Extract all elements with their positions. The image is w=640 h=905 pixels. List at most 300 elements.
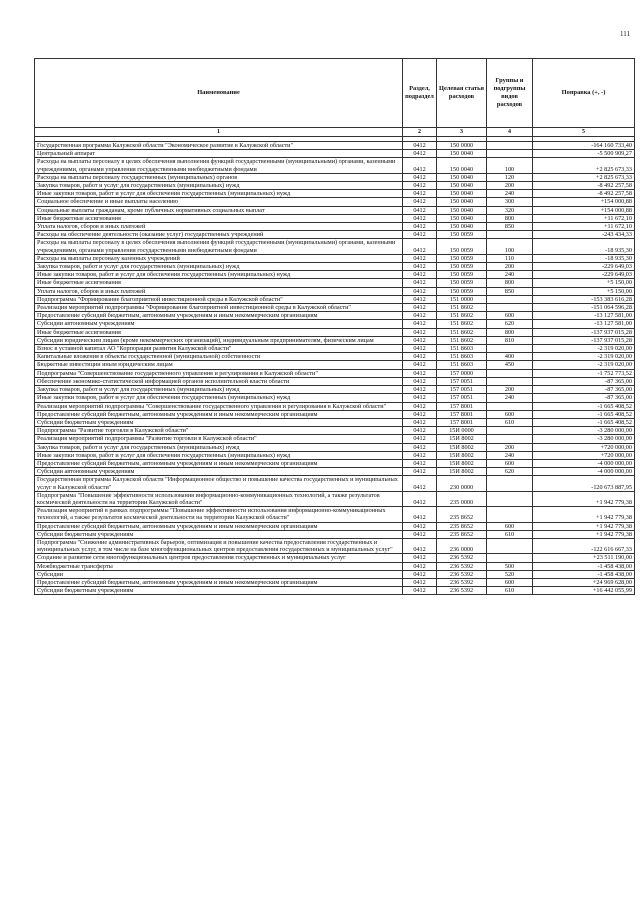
row-amount-cell: +1 942 779,38: [533, 491, 635, 506]
table-row: [35, 320, 635, 328]
row-target-article-cell: 151 8602: [437, 320, 487, 328]
row-name-cell: Социальные выплаты гражданам, кроме публичных нормативных социальных выплат: [35, 206, 403, 214]
row-section-cell: 0412: [403, 345, 437, 353]
table-row: [35, 468, 635, 476]
row-name-cell: Государственная программа Калужской области "Информационное общество и повышение качества государственных и муниципальных услуг в Калужской области": [35, 476, 403, 491]
table-row: [35, 271, 635, 279]
row-amount-cell: -13 127 581,00: [533, 312, 635, 320]
row-name-cell: Подпрограмма "Совершенствование государственного управления и регулирования в Калужской области": [35, 369, 403, 377]
row-expense-group-cell: [487, 304, 533, 312]
row-name-cell: Социальное обеспечение и иные выплаты населению: [35, 198, 403, 206]
row-name-cell: Иные закупки товаров, работ и услуг для обеспечения государственных (муниципальных) нужд: [35, 394, 403, 402]
row-section-cell: 0412: [403, 198, 437, 206]
row-expense-group-cell: [487, 150, 533, 158]
row-target-article-cell: 230 0000: [437, 476, 487, 491]
row-target-article-cell: 150 0040: [437, 206, 487, 214]
row-section-cell: 0412: [403, 394, 437, 402]
row-expense-group-cell: [487, 231, 533, 239]
row-amount-cell: -1 665 408,52: [533, 410, 635, 418]
row-amount-cell: +720 000,00: [533, 443, 635, 451]
row-expense-group-cell: [487, 538, 533, 553]
row-amount-cell: -120 673 887,95: [533, 476, 635, 491]
row-name-cell: Уплата налогов, сборов и иных платежей: [35, 223, 403, 231]
row-expense-group-cell: [487, 435, 533, 443]
row-name-cell: Подпрограмма "Формирование благоприятной инвестиционной среды в Калужской области": [35, 295, 403, 303]
row-expense-group-cell: 610: [487, 587, 533, 595]
row-target-article-cell: 157 0051: [437, 386, 487, 394]
row-amount-cell: +1 942 779,38: [533, 530, 635, 538]
row-target-article-cell: 150 0040: [437, 173, 487, 181]
row-name-cell: Обеспечение экономико-статистической информацией органов исполнительной власти области: [35, 377, 403, 385]
row-name-cell: Расходы на обеспечение деятельности (оказание услуг) государственных учреждений: [35, 231, 403, 239]
row-expense-group-cell: 240: [487, 394, 533, 402]
row-section-cell: 0412: [403, 427, 437, 435]
row-expense-group-cell: 200: [487, 443, 533, 451]
row-name-cell: Иные закупки товаров, работ и услуг для обеспечения государственных (муниципальных) нужд: [35, 451, 403, 459]
row-section-cell: 0412: [403, 418, 437, 426]
row-target-article-cell: 150 0059: [437, 279, 487, 287]
row-expense-group-cell: [487, 402, 533, 410]
row-target-article-cell: 236 5392: [437, 554, 487, 562]
row-expense-group-cell: 320: [487, 206, 533, 214]
table-row: [35, 570, 635, 578]
row-amount-cell: -18 935,30: [533, 239, 635, 254]
row-amount-cell: -2 319 020,00: [533, 353, 635, 361]
row-expense-group-cell: 120: [487, 173, 533, 181]
row-amount-cell: -87 365,00: [533, 394, 635, 402]
row-amount-cell: -151 064 596,28: [533, 304, 635, 312]
row-section-cell: 0412: [403, 410, 437, 418]
row-expense-group-cell: [487, 295, 533, 303]
row-amount-cell: -87 365,00: [533, 386, 635, 394]
row-amount-cell: +2 825 673,33: [533, 158, 635, 173]
row-expense-group-cell: 810: [487, 336, 533, 344]
row-expense-group-cell: 500: [487, 562, 533, 570]
row-name-cell: Расходы на выплаты персоналу в целях обеспечения выполнения функций государственными (муниципальными) органами, казенными учреждениями, органами управления государственными внебюджетными фондами: [35, 239, 403, 254]
column-number: 1: [35, 128, 403, 137]
table-row: [35, 386, 635, 394]
row-section-cell: 0412: [403, 491, 437, 506]
row-name-cell: Закупка товаров, работ и услуг для государственных (муниципальных) нужд: [35, 386, 403, 394]
row-amount-cell: -137 937 015,28: [533, 328, 635, 336]
row-target-article-cell: 151 8602: [437, 336, 487, 344]
row-expense-group-cell: 520: [487, 570, 533, 578]
row-name-cell: Субсидии: [35, 570, 403, 578]
row-section-cell: 0412: [403, 377, 437, 385]
row-name-cell: Государственная программа Калужской области "Экономическое развитие в Калужской области": [35, 142, 403, 150]
row-name-cell: Реализация мероприятий подпрограммы "Совершенствование государственного управления и регулирования в Калужской области": [35, 402, 403, 410]
table-row: [35, 173, 635, 181]
row-amount-cell: -137 937 015,28: [533, 336, 635, 344]
row-amount-cell: +2 825 673,33: [533, 173, 635, 181]
row-expense-group-cell: 600: [487, 410, 533, 418]
row-target-article-cell: 235 8652: [437, 530, 487, 538]
row-amount-cell: -4 000 000,00: [533, 468, 635, 476]
row-expense-group-cell: 240: [487, 451, 533, 459]
header-target-article: Целевая статья расходов: [437, 59, 487, 128]
row-section-cell: 0412: [403, 320, 437, 328]
table-header: [35, 59, 635, 137]
row-amount-cell: +5 150,00: [533, 287, 635, 295]
row-name-cell: Подпрограмма "Развитие торговли в Калужской области": [35, 427, 403, 435]
row-expense-group-cell: [487, 476, 533, 491]
row-target-article-cell: 157 8001: [437, 402, 487, 410]
table-row: [35, 410, 635, 418]
row-amount-cell: +24 969 628,00: [533, 578, 635, 586]
row-target-article-cell: 236 5392: [437, 578, 487, 586]
table-row: [35, 345, 635, 353]
row-section-cell: 0412: [403, 328, 437, 336]
table-row: [35, 369, 635, 377]
row-target-article-cell: 151 8603: [437, 361, 487, 369]
row-expense-group-cell: 610: [487, 530, 533, 538]
row-amount-cell: -243 434,33: [533, 231, 635, 239]
table-row: [35, 427, 635, 435]
row-name-cell: Закупка товаров, работ и услуг для государственных (муниципальных) нужд: [35, 443, 403, 451]
row-name-cell: Расходы на выплаты персоналу в целях обеспечения выполнения функций государственными (муниципальными) органами, казенными учреждениями, органами управления государственными внебюджетными фондами: [35, 158, 403, 173]
row-name-cell: Иные бюджетные ассигнования: [35, 214, 403, 222]
row-section-cell: 0412: [403, 570, 437, 578]
row-name-cell: Расходы на выплаты персоналу государственных (муниципальных) органов: [35, 173, 403, 181]
row-section-cell: 0412: [403, 435, 437, 443]
row-amount-cell: -1 665 408,52: [533, 402, 635, 410]
table-row: [35, 522, 635, 530]
row-target-article-cell: 151 8602: [437, 304, 487, 312]
row-section-cell: 0412: [403, 522, 437, 530]
table-row: [35, 353, 635, 361]
row-target-article-cell: 236 0000: [437, 538, 487, 553]
row-section-cell: 0412: [403, 361, 437, 369]
row-target-article-cell: 150 0059: [437, 254, 487, 262]
table-row: [35, 254, 635, 262]
row-target-article-cell: 157 0051: [437, 394, 487, 402]
row-name-cell: Иные бюджетные ассигнования: [35, 328, 403, 336]
row-expense-group-cell: [487, 554, 533, 562]
row-amount-cell: -153 383 616,28: [533, 295, 635, 303]
table-row: [35, 239, 635, 254]
row-target-article-cell: 235 8652: [437, 507, 487, 522]
row-name-cell: Иные бюджетные ассигнования: [35, 279, 403, 287]
row-expense-group-cell: [487, 369, 533, 377]
row-expense-group-cell: 100: [487, 239, 533, 254]
row-amount-cell: -87 365,00: [533, 377, 635, 385]
table-row: [35, 578, 635, 586]
row-section-cell: 0412: [403, 182, 437, 190]
row-section-cell: 0412: [403, 239, 437, 254]
row-target-article-cell: 150 0059: [437, 231, 487, 239]
row-name-cell: Реализация мероприятий подпрограммы "Развитие торговли в Калужской области": [35, 435, 403, 443]
row-amount-cell: -5 500 909,27: [533, 150, 635, 158]
row-amount-cell: -8 492 257,58: [533, 190, 635, 198]
row-expense-group-cell: 850: [487, 223, 533, 231]
table-row: [35, 394, 635, 402]
row-name-cell: Иные закупки товаров, работ и услуг для обеспечения государственных (муниципальных) нужд: [35, 190, 403, 198]
table-row: [35, 150, 635, 158]
table-row: [35, 231, 635, 239]
row-name-cell: Иные закупки товаров, работ и услуг для обеспечения государственных (муниципальных) нужд: [35, 271, 403, 279]
row-section-cell: 0412: [403, 451, 437, 459]
row-section-cell: 0412: [403, 158, 437, 173]
table-row: [35, 312, 635, 320]
row-target-article-cell: 150 0059: [437, 263, 487, 271]
row-amount-cell: +5 150,00: [533, 279, 635, 287]
table-row: [35, 263, 635, 271]
table-row: [35, 142, 635, 150]
header-name: Наименование: [35, 59, 403, 128]
row-amount-cell: -3 280 000,00: [533, 435, 635, 443]
row-amount-cell: -2 319 020,00: [533, 345, 635, 353]
row-target-article-cell: 151 8603: [437, 353, 487, 361]
row-target-article-cell: 150 0059: [437, 287, 487, 295]
row-target-article-cell: 150 0040: [437, 158, 487, 173]
row-target-article-cell: 15И 8002: [437, 459, 487, 467]
table-row: [35, 182, 635, 190]
row-section-cell: 0412: [403, 312, 437, 320]
row-target-article-cell: 150 0040: [437, 198, 487, 206]
row-name-cell: Предоставление субсидий бюджетным, автономным учреждениям и иным некоммерческим организациям: [35, 312, 403, 320]
row-amount-cell: -1 665 408,52: [533, 418, 635, 426]
row-name-cell: Субсидии бюджетным учреждениям: [35, 587, 403, 595]
row-section-cell: 0412: [403, 386, 437, 394]
table-row: [35, 223, 635, 231]
row-expense-group-cell: 600: [487, 522, 533, 530]
row-expense-group-cell: 200: [487, 386, 533, 394]
header-section: Раздел, подраздел: [403, 59, 437, 128]
row-name-cell: Взнос в уставной капитал АО "Корпорация развития Калужской области": [35, 345, 403, 353]
table-row: [35, 476, 635, 491]
row-amount-cell: -229 649,03: [533, 271, 635, 279]
row-name-cell: Уплата налогов, сборов и иных платежей: [35, 287, 403, 295]
row-target-article-cell: 150 0059: [437, 271, 487, 279]
row-name-cell: Расходы на выплаты персоналу казенных учреждений: [35, 254, 403, 262]
table-row: [35, 198, 635, 206]
row-name-cell: Центральный аппарат: [35, 150, 403, 158]
row-expense-group-cell: 200: [487, 263, 533, 271]
row-section-cell: 0412: [403, 587, 437, 595]
row-target-article-cell: 151 8602: [437, 312, 487, 320]
row-section-cell: 0412: [403, 173, 437, 181]
row-amount-cell: -122 616 667,33: [533, 538, 635, 553]
row-target-article-cell: 151 0000: [437, 295, 487, 303]
table-row: [35, 214, 635, 222]
row-section-cell: 0412: [403, 353, 437, 361]
row-expense-group-cell: [487, 427, 533, 435]
row-amount-cell: +11 672,10: [533, 214, 635, 222]
table-row: [35, 158, 635, 173]
row-target-article-cell: 150 0000: [437, 142, 487, 150]
row-target-article-cell: 150 0040: [437, 182, 487, 190]
row-expense-group-cell: 200: [487, 182, 533, 190]
row-target-article-cell: 15И 8002: [437, 451, 487, 459]
header-expense-group: Группы и подгруппы видов расходов: [487, 59, 533, 128]
row-amount-cell: +154 000,88: [533, 206, 635, 214]
row-expense-group-cell: 400: [487, 353, 533, 361]
row-expense-group-cell: 600: [487, 578, 533, 586]
row-target-article-cell: 150 0040: [437, 150, 487, 158]
row-target-article-cell: 150 0059: [437, 239, 487, 254]
header-amendment: Поправка (+, -): [533, 59, 635, 128]
row-section-cell: 0412: [403, 304, 437, 312]
table-row: [35, 435, 635, 443]
row-name-cell: Реализация мероприятий в рамках подпрограммы "Повышение эффективности использования информационно-коммуникационных технологий, а также результатов космической деятельности на территории Калужской области": [35, 507, 403, 522]
row-section-cell: 0412: [403, 476, 437, 491]
row-amount-cell: -1 458 438,00: [533, 562, 635, 570]
row-expense-group-cell: 110: [487, 254, 533, 262]
row-target-article-cell: 150 0040: [437, 214, 487, 222]
row-section-cell: 0412: [403, 402, 437, 410]
row-section-cell: 0412: [403, 443, 437, 451]
table-row: [35, 361, 635, 369]
row-name-cell: Закупка товаров, работ и услуг для государственных (муниципальных) нужд: [35, 182, 403, 190]
table-row: [35, 206, 635, 214]
row-expense-group-cell: 100: [487, 158, 533, 173]
row-target-article-cell: 15И 8002: [437, 468, 487, 476]
row-expense-group-cell: 800: [487, 328, 533, 336]
row-target-article-cell: 15И 8002: [437, 435, 487, 443]
row-expense-group-cell: 620: [487, 320, 533, 328]
row-name-cell: Предоставление субсидий бюджетным, автономным учреждениям и иным некоммерческим организациям: [35, 578, 403, 586]
table-row: [35, 295, 635, 303]
row-target-article-cell: 15И 8002: [437, 443, 487, 451]
row-section-cell: 0412: [403, 468, 437, 476]
row-target-article-cell: 150 0040: [437, 223, 487, 231]
row-section-cell: 0412: [403, 287, 437, 295]
table-row: [35, 530, 635, 538]
row-amount-cell: +720 000,00: [533, 451, 635, 459]
row-expense-group-cell: 620: [487, 468, 533, 476]
row-expense-group-cell: 300: [487, 198, 533, 206]
row-amount-cell: +154 000,88: [533, 198, 635, 206]
table-row: [35, 451, 635, 459]
table-row: [35, 562, 635, 570]
row-target-article-cell: 157 8001: [437, 418, 487, 426]
row-name-cell: Создание и развитие сети многофункциональных центров предоставления государственных и муниципальных услуг: [35, 554, 403, 562]
row-section-cell: 0412: [403, 578, 437, 586]
row-target-article-cell: 235 8652: [437, 522, 487, 530]
row-expense-group-cell: 800: [487, 214, 533, 222]
row-section-cell: 0412: [403, 295, 437, 303]
row-amount-cell: -164 160 733,40: [533, 142, 635, 150]
budget-amendments-table: [34, 58, 635, 595]
row-expense-group-cell: [487, 345, 533, 353]
row-amount-cell: -1 752 773,52: [533, 369, 635, 377]
row-target-article-cell: 157 0000: [437, 369, 487, 377]
row-target-article-cell: 235 0000: [437, 491, 487, 506]
row-section-cell: 0412: [403, 279, 437, 287]
row-expense-group-cell: 600: [487, 312, 533, 320]
row-name-cell: Субсидии автономным учреждениям: [35, 468, 403, 476]
row-expense-group-cell: 800: [487, 279, 533, 287]
row-section-cell: 0412: [403, 190, 437, 198]
table-row: [35, 402, 635, 410]
row-section-cell: 0412: [403, 336, 437, 344]
table-row: [35, 491, 635, 506]
row-section-cell: 0412: [403, 507, 437, 522]
column-number: 4: [487, 128, 533, 137]
row-name-cell: Реализация мероприятий подпрограммы "Формирование благоприятной инвестиционной среды в Калужской области": [35, 304, 403, 312]
row-section-cell: 0412: [403, 369, 437, 377]
row-name-cell: Субсидии бюджетным учреждениям: [35, 530, 403, 538]
table-row: [35, 538, 635, 553]
row-target-article-cell: 236 5392: [437, 587, 487, 595]
table-row: [35, 287, 635, 295]
row-name-cell: Субсидии юридическим лицам (кроме некоммерческих организаций), индивидуальным предпринимателям, физическим лицам: [35, 336, 403, 344]
row-target-article-cell: 157 0051: [437, 377, 487, 385]
row-section-cell: 0412: [403, 538, 437, 553]
row-target-article-cell: 151 8602: [437, 328, 487, 336]
row-section-cell: 0412: [403, 150, 437, 158]
row-amount-cell: -1 458 438,00: [533, 570, 635, 578]
row-name-cell: Предоставление субсидий бюджетным, автономным учреждениям и иным некоммерческим организациям: [35, 459, 403, 467]
row-amount-cell: -3 280 000,00: [533, 427, 635, 435]
row-amount-cell: +11 672,10: [533, 223, 635, 231]
row-expense-group-cell: [487, 377, 533, 385]
row-section-cell: 0412: [403, 554, 437, 562]
row-amount-cell: -18 935,30: [533, 254, 635, 262]
row-name-cell: Субсидии автономным учреждениям: [35, 320, 403, 328]
row-target-article-cell: 151 8603: [437, 345, 487, 353]
row-expense-group-cell: 240: [487, 271, 533, 279]
row-amount-cell: -13 127 581,00: [533, 320, 635, 328]
row-expense-group-cell: 610: [487, 418, 533, 426]
row-expense-group-cell: 850: [487, 287, 533, 295]
row-section-cell: 0412: [403, 142, 437, 150]
row-name-cell: Закупка товаров, работ и услуг для государственных (муниципальных) нужд: [35, 263, 403, 271]
column-number: 2: [403, 128, 437, 137]
row-target-article-cell: 236 5392: [437, 570, 487, 578]
row-section-cell: 0412: [403, 562, 437, 570]
row-section-cell: 0412: [403, 214, 437, 222]
table-row: [35, 336, 635, 344]
table-row: [35, 304, 635, 312]
row-section-cell: 0412: [403, 223, 437, 231]
row-target-article-cell: 150 0040: [437, 190, 487, 198]
table-row: [35, 190, 635, 198]
page-number: 111: [620, 30, 630, 38]
table-row: [35, 328, 635, 336]
table-row: [35, 279, 635, 287]
table-row: [35, 587, 635, 595]
row-name-cell: Подпрограмма "Повышение эффективности использования информационно-коммуникационных технологий, а также результатов космической деятельности на территории Калужской области": [35, 491, 403, 506]
row-amount-cell: -2 319 020,00: [533, 361, 635, 369]
row-section-cell: 0412: [403, 263, 437, 271]
table-row: [35, 443, 635, 451]
row-section-cell: 0412: [403, 254, 437, 262]
row-expense-group-cell: [487, 491, 533, 506]
row-section-cell: 0412: [403, 206, 437, 214]
row-name-cell: Межбюджетные трансферты: [35, 562, 403, 570]
row-section-cell: 0412: [403, 231, 437, 239]
table-row: [35, 377, 635, 385]
row-amount-cell: +1 942 779,38: [533, 507, 635, 522]
row-name-cell: Предоставление субсидий бюджетным, автономным учреждениям и иным некоммерческим организациям: [35, 522, 403, 530]
row-name-cell: Капитальные вложения в объекты государственной (муниципальной) собственности: [35, 353, 403, 361]
row-expense-group-cell: 600: [487, 459, 533, 467]
table-body: [35, 137, 635, 595]
row-target-article-cell: 15И 0000: [437, 427, 487, 435]
row-name-cell: Подпрограмма "Снижение административных барьеров, оптимизация и повышение качества предоставления государственных и муниципальных услуг, в том числе на базе многофункциональных центров предоставления государственных и муниципальных услуг": [35, 538, 403, 553]
row-amount-cell: +16 442 055,99: [533, 587, 635, 595]
row-section-cell: 0412: [403, 530, 437, 538]
row-section-cell: 0412: [403, 459, 437, 467]
row-amount-cell: -4 000 000,00: [533, 459, 635, 467]
row-expense-group-cell: [487, 507, 533, 522]
row-amount-cell: -229 649,03: [533, 263, 635, 271]
row-name-cell: Предоставление субсидий бюджетным, автономным учреждениям и иным некоммерческим организациям: [35, 410, 403, 418]
table-row: [35, 459, 635, 467]
row-expense-group-cell: 450: [487, 361, 533, 369]
row-amount-cell: +23 511 190,00: [533, 554, 635, 562]
